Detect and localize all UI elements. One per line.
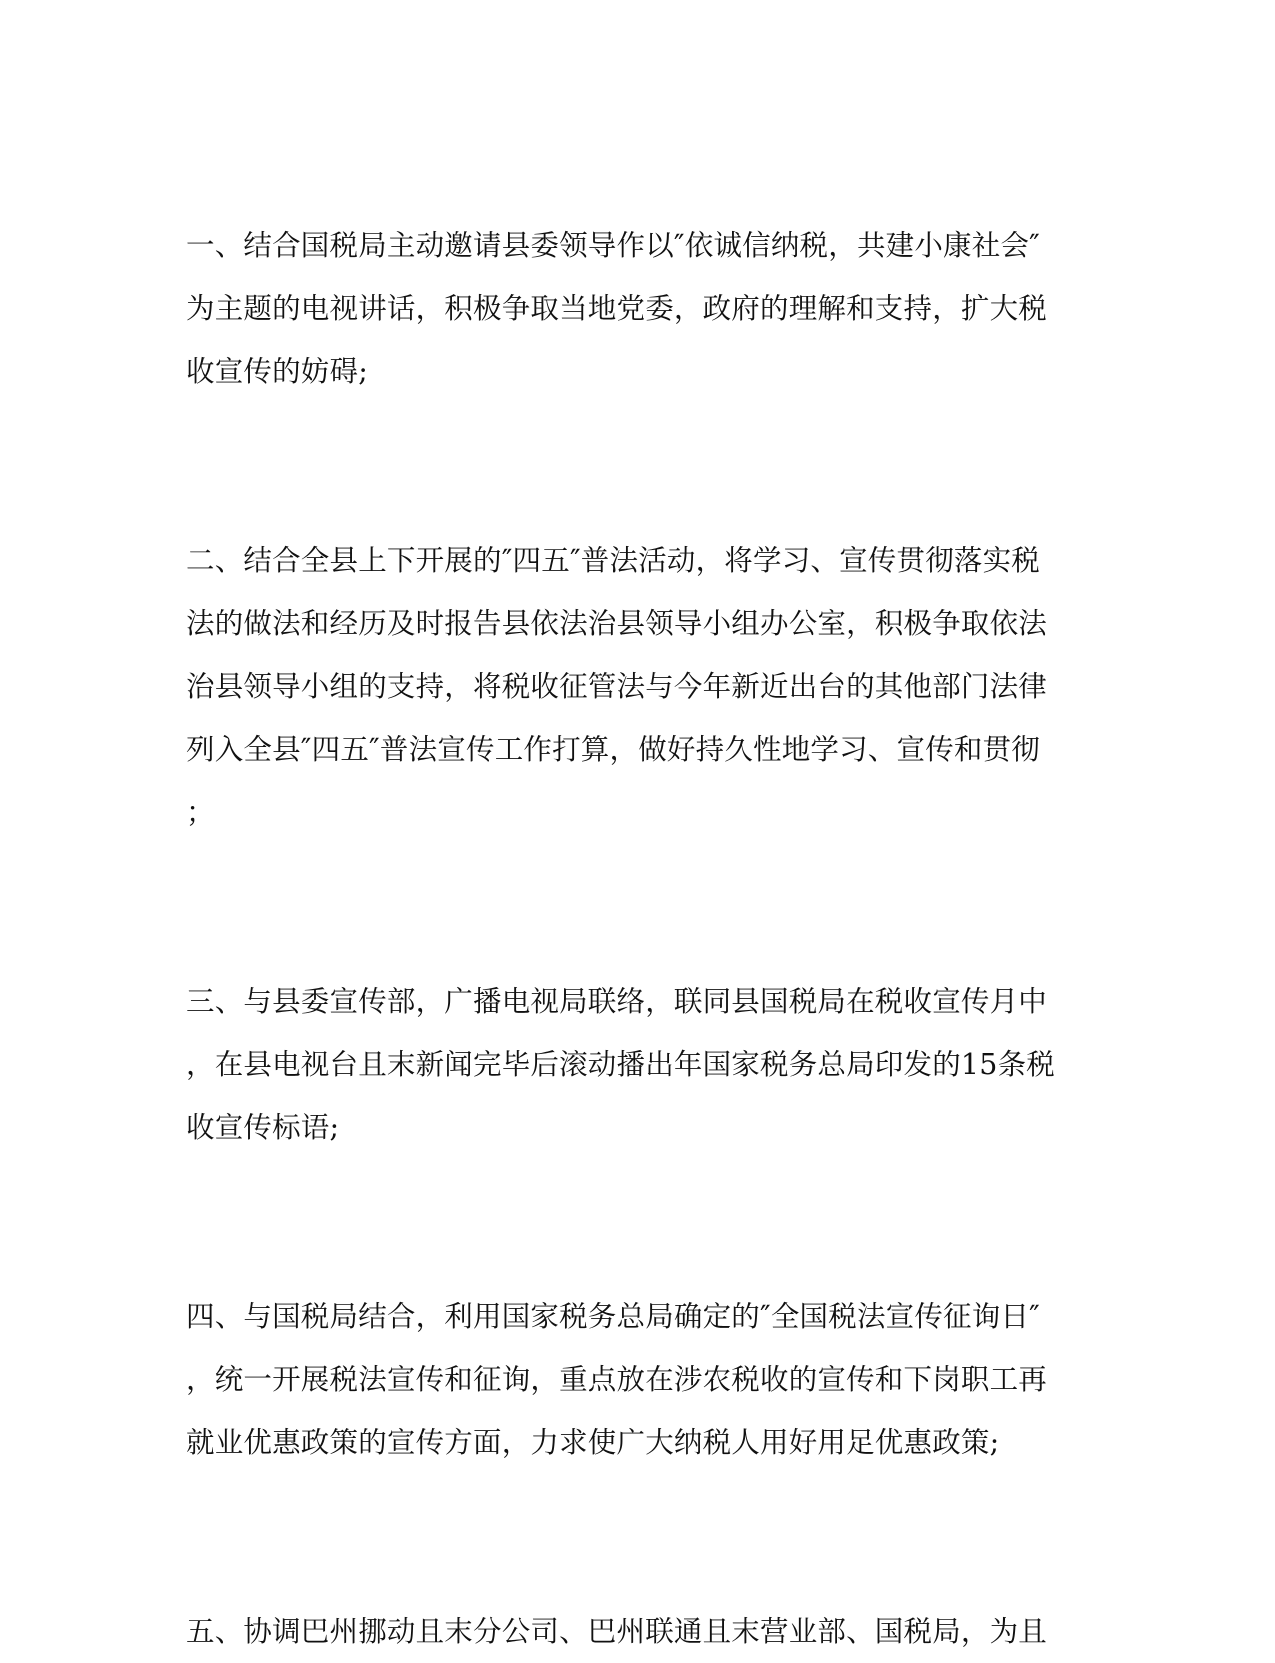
paragraph-spacer: [186, 844, 1086, 970]
paragraph-line: 四、与国税局结合，利用国家税务总局确定的″全国税法宣传征询日″: [186, 1300, 1040, 1333]
paragraph-line: 就业优惠政策的宣传方面，力求使广大纳税人用好用足优惠政策;: [186, 1426, 1000, 1459]
paragraph-4: [186, 1285, 1086, 1474]
paragraph-line: 一、结合国税局主动邀请县委领导作以″依诚信纳税，共建小康社会″: [186, 229, 1040, 262]
paragraph-line: 为主题的电视讲话，积极争取当地党委，政府的理解和支持，扩大税: [186, 292, 1048, 325]
paragraph-1: [186, 214, 1086, 403]
paragraph-spacer: [186, 403, 1086, 529]
paragraph-line: 列入全县″四五″普法宣传工作打算，做好持久性地学习、宣传和贯彻: [186, 733, 1040, 766]
paragraph-spacer: [186, 1474, 1086, 1600]
paragraph-line: 收宣传标语;: [186, 1111, 340, 1144]
paragraph-line: ；: [186, 796, 215, 829]
paragraph-5: [186, 1600, 1086, 1663]
paragraph-line: 五、协调巴州挪动且末分公司、巴州联通且末营业部、国税局，为且: [186, 1615, 1048, 1648]
paragraph-3: [186, 970, 1086, 1159]
paragraph-2: [186, 529, 1086, 844]
document-body: [186, 214, 1086, 1663]
paragraph-line: 二、结合全县上下开展的″四五″普法活动，将学习、宣传贯彻落实税: [186, 544, 1040, 577]
paragraph-line: 三、与县委宣传部，广播电视局联络，联同县国税局在税收宣传月中: [186, 985, 1048, 1018]
paragraph-line: 治县领导小组的支持，将税收征管法与今年新近出台的其他部门法律: [186, 670, 1048, 703]
paragraph-spacer: [186, 1159, 1086, 1285]
paragraph-line: 法的做法和经历及时报告县依法治县领导小组办公室，积极争取依法: [186, 607, 1048, 640]
paragraph-line: 收宣传的妨碍;: [186, 355, 369, 388]
paragraph-line: ，统一开展税法宣传和征询，重点放在涉农税收的宣传和下岗职工再: [186, 1363, 1048, 1396]
paragraph-line: ，在县电视台且末新闻完毕后滚动播出年国家税务总局印发的15条税: [186, 1048, 1055, 1081]
